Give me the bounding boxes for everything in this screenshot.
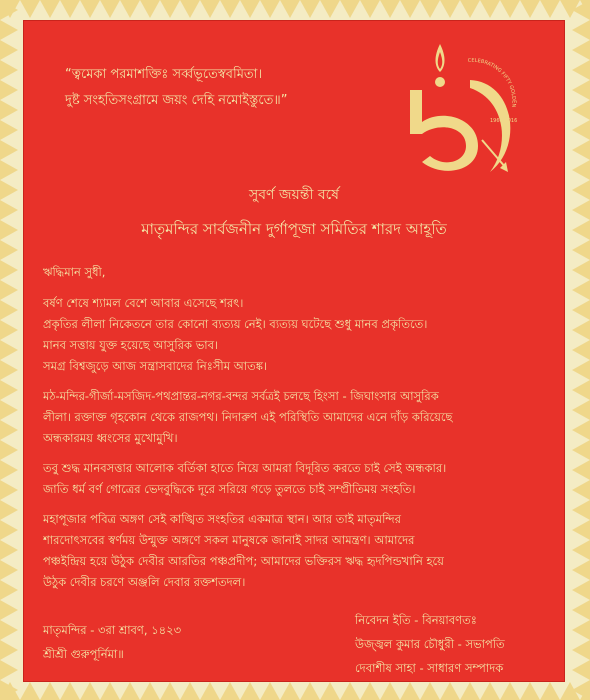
zigzag-tooth	[220, 0, 240, 18]
paragraph-line: অন্ধকারময় ধ্বংসের মুখোমুখি।	[43, 431, 178, 445]
zigzag-tooth	[320, 0, 340, 18]
zigzag-tooth	[572, 300, 590, 320]
date-block	[43, 618, 303, 666]
zigzag-tooth	[180, 682, 200, 700]
zigzag-tooth	[40, 0, 60, 18]
zigzag-tooth	[572, 580, 590, 600]
zigzag-tooth	[0, 60, 18, 80]
jubilee-heading: সুবর্ণ জয়ন্তী বর্ষে	[249, 187, 339, 203]
crescent-arc	[470, 80, 510, 172]
zigzag-tooth	[572, 140, 590, 160]
zigzag-tooth	[0, 460, 18, 480]
zigzag-tooth	[220, 682, 240, 700]
zigzag-tooth	[572, 600, 590, 620]
zigzag-tooth	[460, 0, 480, 18]
closing-line: নিবেদন ইতি - বিনয়াবণতঃ	[355, 613, 477, 627]
zigzag-tooth	[572, 360, 590, 380]
zigzag-tooth	[120, 682, 140, 700]
zigzag-tooth	[420, 682, 440, 700]
zigzag-tooth	[572, 380, 590, 400]
zigzag-tooth	[540, 0, 560, 18]
paragraph-line: মানব সত্তায় যুক্ত হয়েছে আসুরিক ভাব।	[43, 338, 219, 352]
zigzag-tooth	[0, 140, 18, 160]
zigzag-tooth	[0, 300, 18, 320]
zigzag-tooth	[0, 220, 18, 240]
zigzag-tooth	[572, 460, 590, 480]
zigzag-tooth	[572, 260, 590, 280]
zigzag-tooth	[0, 580, 18, 600]
zigzag-tooth	[380, 0, 400, 18]
zigzag-tooth	[340, 682, 360, 700]
zigzag-tooth	[280, 0, 300, 18]
paragraph-4	[43, 509, 551, 593]
zigzag-tooth	[240, 0, 260, 18]
zigzag-tooth	[0, 480, 18, 500]
zigzag-tooth	[572, 160, 590, 180]
zigzag-tooth	[20, 0, 40, 18]
zigzag-tooth	[60, 682, 80, 700]
letter-body	[43, 262, 551, 602]
zigzag-tooth	[572, 540, 590, 560]
zigzag-tooth	[0, 440, 18, 460]
paragraph-line: লীলা। রক্তাক্ত গৃহকোন থেকে রাজপথ। নিদারুণ এই পরিস্থিতি আমাদের এনে দাঁড় করিয়েছে	[43, 410, 453, 424]
zigzag-tooth	[300, 0, 320, 18]
zigzag-tooth	[572, 480, 590, 500]
zigzag-tooth	[0, 600, 18, 620]
zigzag-tooth	[572, 180, 590, 200]
zigzag-tooth	[400, 0, 420, 18]
zigzag-tooth	[572, 220, 590, 240]
zigzag-tooth	[572, 640, 590, 660]
signature-block	[355, 608, 560, 680]
zigzag-tooth	[260, 682, 280, 700]
zigzag-tooth	[572, 20, 590, 40]
zigzag-tooth	[360, 682, 380, 700]
zigzag-tooth	[0, 660, 18, 680]
zigzag-tooth	[0, 420, 18, 440]
salutation: ঋদ্ধিমান সুধী,	[43, 265, 106, 279]
zigzag-tooth	[140, 682, 160, 700]
zigzag-tooth	[120, 0, 140, 18]
zigzag-tooth	[572, 620, 590, 640]
zigzag-tooth	[20, 682, 40, 700]
verse-line-2: দুষ্ট সংহতিসংগ্রামে জয়ং দেহি নমোইস্তুতে॥”	[65, 93, 288, 108]
paragraph-line: উঠুক দেবীর চরণে অঞ্জলি দেবার রক্তশতদল।	[43, 575, 246, 589]
zigzag-tooth	[0, 560, 18, 580]
zigzag-tooth	[160, 682, 180, 700]
zigzag-tooth	[572, 100, 590, 120]
zigzag-tooth	[0, 520, 18, 540]
zigzag-tooth	[0, 100, 18, 120]
verse-line-1: “ত্বমেকা পরমাশক্তিঃ সর্ব্বভূতেস্ববমিতা।	[65, 67, 263, 82]
zigzag-tooth	[0, 620, 18, 640]
zigzag-tooth	[572, 280, 590, 300]
zigzag-tooth	[0, 160, 18, 180]
zigzag-tooth	[572, 60, 590, 80]
zigzag-tooth	[100, 0, 120, 18]
zigzag-tooth	[572, 240, 590, 260]
zigzag-tooth	[0, 200, 18, 220]
paragraph-line: পঞ্চইন্দ্রিয় হয়ে উঠুক দেবীর আরতির পঞ্চপ্রদীপ; আমাদের ভক্তিরস ঋদ্ধ হৃদপিন্ডখানি হয়ে	[43, 554, 444, 568]
zigzag-tooth	[540, 682, 560, 700]
zigzag-tooth	[160, 0, 180, 18]
zigzag-tooth	[100, 682, 120, 700]
zigzag-tooth	[260, 0, 280, 18]
zigzag-tooth	[180, 0, 200, 18]
zigzag-tooth	[60, 0, 80, 18]
zigzag-tooth	[400, 682, 420, 700]
zigzag-tooth	[0, 400, 18, 420]
zigzag-tooth	[380, 682, 400, 700]
zigzag-tooth	[0, 500, 18, 520]
zigzag-tooth	[0, 80, 18, 100]
paragraph-3	[43, 458, 551, 500]
paragraph-line: প্রকৃতির লীলা নিকেতনে তার কোনো ব্যত্যয় নেই। ব্যত্যয় ঘটেছে শুধু মানব প্রকৃতিতে।	[43, 317, 428, 331]
zigzag-tooth	[40, 682, 60, 700]
occasion-line: শ্রীশ্রী গুরুপূর্নিমা॥	[43, 647, 124, 661]
zigzag-tooth	[520, 682, 540, 700]
zigzag-tooth	[572, 560, 590, 580]
zigzag-tooth	[320, 682, 340, 700]
zigzag-tooth	[360, 0, 380, 18]
paragraph-1	[43, 293, 551, 377]
zigzag-tooth	[0, 260, 18, 280]
zigzag-tooth	[572, 320, 590, 340]
golden-jubilee-emblem	[382, 22, 532, 182]
zigzag-tooth	[572, 500, 590, 520]
zigzag-tooth	[0, 380, 18, 400]
zigzag-tooth	[0, 280, 18, 300]
zigzag-tooth	[0, 640, 18, 660]
zigzag-tooth	[520, 0, 540, 18]
paragraph-line: মহাপূজার পবিত্র অঙ্গণ সেই কাঙ্খিত সংহতির একমাত্র স্থান। আর তাই মাতৃমন্দির	[43, 512, 401, 526]
zigzag-tooth	[0, 120, 18, 140]
zigzag-tooth	[500, 0, 520, 18]
zigzag-tooth	[572, 80, 590, 100]
zigzag-tooth	[572, 660, 590, 680]
paragraph-line: শারদোৎসবের স্বর্ণময় উন্মুক্ত অঙ্গণে সকল মানুষকে জানাই সাদর আমন্ত্রণ। আমাদের	[43, 533, 415, 547]
zigzag-tooth	[140, 0, 160, 18]
zigzag-tooth	[572, 520, 590, 540]
secretary-line: দেবাশীষ সাহা - সাধারণ সম্পাদক	[355, 661, 504, 675]
zigzag-tooth	[480, 0, 500, 18]
sanskrit-verse	[65, 62, 385, 114]
emblem-years: 1966-2016	[490, 118, 518, 124]
zigzag-tooth	[440, 0, 460, 18]
zigzag-tooth	[460, 682, 480, 700]
zigzag-tooth	[200, 0, 220, 18]
paragraph-line: বর্ষণ শেষে শ্যামল বেশে আবার এসেছে শরৎ।	[43, 296, 244, 310]
zigzag-tooth	[0, 40, 18, 60]
zigzag-tooth	[480, 682, 500, 700]
paragraph-line: তবু শুদ্ধ মানবসত্তার আলোক বর্তিকা হাতে নিয়ে আমরা বিদূরিত করতে চাই সেই অন্ধকার।	[43, 461, 447, 475]
zigzag-tooth	[240, 682, 260, 700]
zigzag-tooth	[80, 682, 100, 700]
zigzag-tooth	[300, 682, 320, 700]
zigzag-tooth	[200, 682, 220, 700]
committee-heading: মাতৃমন্দির সার্বজনীন দুর্গাপূজা সমিতির শারদ আহূতি	[141, 220, 447, 238]
zigzag-tooth	[340, 0, 360, 18]
zigzag-tooth	[572, 420, 590, 440]
paragraph-line: সমগ্র বিশ্বজুড়ে আজ সন্ত্রাসবাদের নিঃসীম আতঙ্ক।	[43, 359, 268, 373]
president-line: উজ্জ্বল কুমার চৌধুরী - সভাপতি	[355, 637, 505, 651]
numeral-five-shape	[410, 90, 478, 171]
zigzag-tooth	[572, 340, 590, 360]
zigzag-tooth	[0, 320, 18, 340]
zigzag-tooth	[572, 400, 590, 420]
zigzag-tooth	[80, 0, 100, 18]
zigzag-tooth	[280, 682, 300, 700]
paragraph-2	[43, 386, 551, 449]
zigzag-tooth	[572, 200, 590, 220]
zigzag-tooth	[572, 120, 590, 140]
zigzag-tooth	[0, 180, 18, 200]
date-line: মাতৃমন্দির - ৩রা শ্রাবণ, ১৪২৩	[43, 623, 182, 637]
paragraph-line: জাতি ধর্ম বর্ণ গোত্রের ভেদবুদ্ধিকে দূরে সরিয়ে গড়ে তুলতে চাই সম্প্রীতিময় সংহতি।	[43, 482, 416, 496]
emblem-ring-text: CELEBRATING FIFTY GOLDEN	[467, 57, 517, 108]
zigzag-tooth	[420, 0, 440, 18]
zigzag-tooth	[0, 20, 18, 40]
zigzag-tooth	[0, 360, 18, 380]
paragraph-line: মঠ-মন্দির-গীর্জা-মসজিদ-পথপ্রান্তর-নগর-বন্দর সর্বত্রই চলছে হিংসা - জিঘাংসার আসুরিক	[43, 389, 439, 403]
zigzag-tooth	[0, 240, 18, 260]
zigzag-tooth	[0, 340, 18, 360]
zigzag-tooth	[572, 440, 590, 460]
zigzag-tooth	[0, 540, 18, 560]
zigzag-tooth	[572, 40, 590, 60]
zigzag-tooth	[440, 682, 460, 700]
zigzag-tooth	[500, 682, 520, 700]
